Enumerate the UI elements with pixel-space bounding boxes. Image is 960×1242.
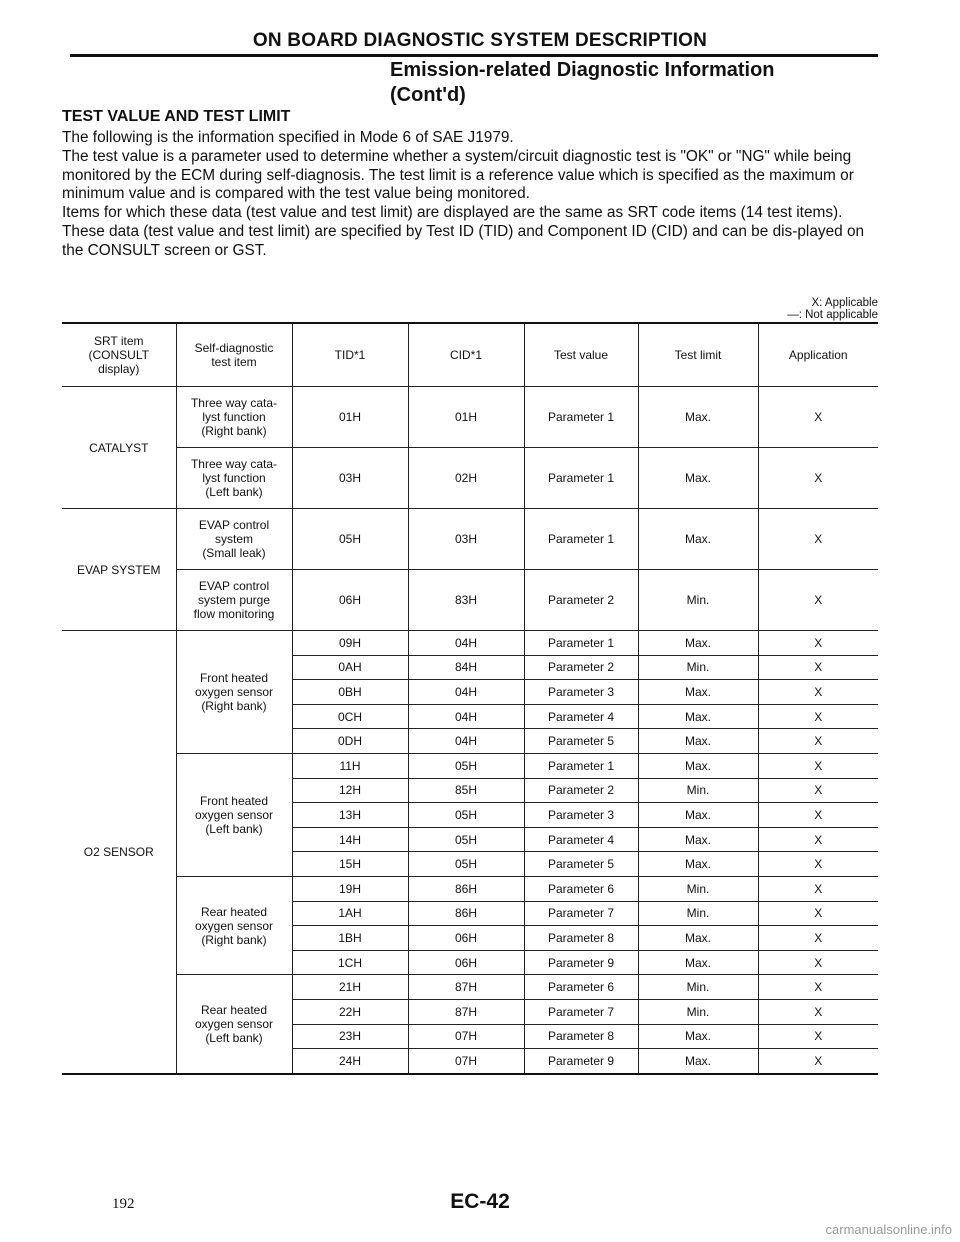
header-srt-item: SRT item (CONSULT display): [62, 323, 176, 387]
paragraph: Items for which these data (test value and test limit) are displayed are the same as SRT code items (14 test items).: [62, 204, 843, 222]
subtitle-line-2: (Cont'd): [390, 84, 466, 106]
test-limit-cell: Min.: [638, 655, 758, 680]
application-cell: X: [758, 803, 878, 828]
test-limit-cell: Max.: [638, 852, 758, 877]
application-cell: X: [758, 999, 878, 1024]
test-value-cell: Parameter 4: [524, 704, 638, 729]
test-item-cell: EVAP control system (Small leak): [176, 509, 292, 570]
tid-cell: 03H: [292, 448, 408, 509]
test-value-cell: Parameter 3: [524, 803, 638, 828]
header-test-value: Test value: [524, 323, 638, 387]
tid-cell: 0CH: [292, 704, 408, 729]
legend-not-applicable: —: Not applicable: [787, 309, 878, 321]
test-value-cell: Parameter 6: [524, 975, 638, 1000]
paragraph: These data (test value and test limit) are specified by Test ID (TID) and Component ID (CID) and can be dis-played on the CONSULT screen or GST.: [62, 222, 865, 259]
tid-cell: 19H: [292, 876, 408, 901]
cid-cell: 86H: [408, 901, 524, 926]
tid-cell: 22H: [292, 999, 408, 1024]
cid-cell: 06H: [408, 950, 524, 975]
table-header-row: [62, 323, 878, 387]
cid-cell: 05H: [408, 803, 524, 828]
test-value-cell: Parameter 1: [524, 631, 638, 656]
application-cell: X: [758, 1024, 878, 1049]
test-item-cell: Three way cata- lyst function (Right bank): [176, 387, 292, 448]
tid-cell: 24H: [292, 1049, 408, 1074]
watermark: carmanualsonline.info: [825, 1222, 952, 1237]
test-value-cell: Parameter 8: [524, 926, 638, 951]
test-item-cell: Front heated oxygen sensor (Left bank): [176, 753, 292, 876]
test-limit-cell: Max.: [638, 803, 758, 828]
test-value-cell: Parameter 1: [524, 387, 638, 448]
tid-cell: 1CH: [292, 950, 408, 975]
application-cell: X: [758, 655, 878, 680]
paragraph: The following is the information specified in Mode 6 of SAE J1979.: [62, 129, 514, 146]
tid-cell: 0BH: [292, 680, 408, 705]
test-limit-cell: Max.: [638, 1049, 758, 1074]
application-cell: X: [758, 631, 878, 656]
application-cell: X: [758, 827, 878, 852]
test-item-cell: Rear heated oxygen sensor (Right bank): [176, 876, 292, 974]
test-limit-cell: Max.: [638, 729, 758, 754]
page-code: EC-42: [450, 1190, 510, 1213]
application-cell: X: [758, 448, 878, 509]
cid-cell: 06H: [408, 926, 524, 951]
tid-cell: 1AH: [292, 901, 408, 926]
tid-cell: 09H: [292, 631, 408, 656]
table-row: [62, 387, 878, 448]
tid-cell: 05H: [292, 509, 408, 570]
tid-cell: 0AH: [292, 655, 408, 680]
header-self-diagnostic: Self-diagnostic test item: [176, 323, 292, 387]
cid-cell: 87H: [408, 975, 524, 1000]
test-value-cell: Parameter 6: [524, 876, 638, 901]
cid-cell: 01H: [408, 387, 524, 448]
test-value-cell: Parameter 1: [524, 448, 638, 509]
application-cell: X: [758, 753, 878, 778]
cid-cell: 04H: [408, 680, 524, 705]
page-header-title: ON BOARD DIAGNOSTIC SYSTEM DESCRIPTION: [252, 30, 708, 51]
test-value-cell: Parameter 3: [524, 680, 638, 705]
application-cell: X: [758, 901, 878, 926]
test-value-cell: Parameter 5: [524, 852, 638, 877]
application-cell: X: [758, 680, 878, 705]
tid-cell: 14H: [292, 827, 408, 852]
test-limit-cell: Max.: [638, 1024, 758, 1049]
application-cell: X: [758, 387, 878, 448]
cid-cell: 87H: [408, 999, 524, 1024]
test-limit-cell: Max.: [638, 509, 758, 570]
test-limit-cell: Min.: [638, 975, 758, 1000]
header-test-limit: Test limit: [638, 323, 758, 387]
test-item-cell: Three way cata- lyst function (Left bank): [176, 448, 292, 509]
test-limit-cell: Min.: [638, 778, 758, 803]
test-value-cell: Parameter 2: [524, 778, 638, 803]
test-value-cell: Parameter 4: [524, 827, 638, 852]
cid-cell: 07H: [408, 1049, 524, 1074]
header-tid: TID*1: [292, 323, 408, 387]
application-cell: X: [758, 729, 878, 754]
test-value-cell: Parameter 2: [524, 655, 638, 680]
tid-cell: 21H: [292, 975, 408, 1000]
cid-cell: 86H: [408, 876, 524, 901]
test-value-cell: Parameter 7: [524, 999, 638, 1024]
tid-cell: 15H: [292, 852, 408, 877]
test-value-cell: Parameter 9: [524, 1049, 638, 1074]
application-cell: X: [758, 975, 878, 1000]
cid-cell: 05H: [408, 753, 524, 778]
cid-cell: 84H: [408, 655, 524, 680]
test-limit-cell: Max.: [638, 827, 758, 852]
tid-cell: 0DH: [292, 729, 408, 754]
srt-item-cell: O2 SENSOR: [62, 631, 176, 1074]
table-row: [62, 975, 878, 1000]
subtitle-line-1: Emission-related Diagnostic Information: [390, 59, 775, 81]
test-item-cell: EVAP control system purge flow monitoring: [176, 570, 292, 631]
application-cell: X: [758, 1049, 878, 1074]
cid-cell: 04H: [408, 729, 524, 754]
cid-cell: 05H: [408, 827, 524, 852]
test-limit-cell: Min.: [638, 999, 758, 1024]
application-cell: X: [758, 950, 878, 975]
test-limit-cell: Max.: [638, 926, 758, 951]
test-item-cell: Front heated oxygen sensor (Right bank): [176, 631, 292, 754]
test-limit-cell: Min.: [638, 570, 758, 631]
test-value-table: [62, 322, 878, 1075]
header-rule: [70, 54, 878, 57]
test-limit-cell: Max.: [638, 680, 758, 705]
application-cell: X: [758, 509, 878, 570]
application-cell: X: [758, 704, 878, 729]
body-text: [62, 129, 880, 261]
tid-cell: 01H: [292, 387, 408, 448]
tid-cell: 06H: [292, 570, 408, 631]
test-limit-cell: Max.: [638, 950, 758, 975]
cid-cell: 07H: [408, 1024, 524, 1049]
cid-cell: 04H: [408, 704, 524, 729]
test-limit-cell: Max.: [638, 631, 758, 656]
table-row: [62, 753, 878, 778]
tid-cell: 23H: [292, 1024, 408, 1049]
table-row: [62, 509, 878, 570]
test-limit-cell: Max.: [638, 753, 758, 778]
test-value-cell: Parameter 8: [524, 1024, 638, 1049]
legend: [787, 297, 878, 321]
test-item-cell: Rear heated oxygen sensor (Left bank): [176, 975, 292, 1074]
cid-cell: 05H: [408, 852, 524, 877]
cid-cell: 02H: [408, 448, 524, 509]
test-limit-cell: Min.: [638, 876, 758, 901]
tid-cell: 1BH: [292, 926, 408, 951]
tid-cell: 13H: [292, 803, 408, 828]
table-row: [62, 448, 878, 509]
test-limit-cell: Min.: [638, 901, 758, 926]
table-row: [62, 876, 878, 901]
test-value-cell: Parameter 9: [524, 950, 638, 975]
header-application: Application: [758, 323, 878, 387]
application-cell: X: [758, 570, 878, 631]
table-row: [62, 631, 878, 656]
test-limit-cell: Max.: [638, 704, 758, 729]
application-cell: X: [758, 926, 878, 951]
section-heading: TEST VALUE AND TEST LIMIT: [62, 108, 291, 125]
application-cell: X: [758, 876, 878, 901]
test-value-cell: Parameter 7: [524, 901, 638, 926]
header-cid: CID*1: [408, 323, 524, 387]
application-cell: X: [758, 852, 878, 877]
table-row: [62, 570, 878, 631]
test-limit-cell: Max.: [638, 448, 758, 509]
cid-cell: 85H: [408, 778, 524, 803]
section-subtitle: [390, 58, 775, 108]
application-cell: X: [758, 778, 878, 803]
tid-cell: 11H: [292, 753, 408, 778]
tid-cell: 12H: [292, 778, 408, 803]
cid-cell: 83H: [408, 570, 524, 631]
test-value-cell: Parameter 2: [524, 570, 638, 631]
test-value-cell: Parameter 5: [524, 729, 638, 754]
paragraph: The test value is a parameter used to determine whether a system/circuit diagnostic test is "OK" or "NG" while being monitored by the ECM during self-diagnosis. The test limit is a reference value which is specified as the maximum or minimum value and is compared with the test value being monitored.: [62, 147, 854, 203]
cid-cell: 03H: [408, 509, 524, 570]
test-value-cell: Parameter 1: [524, 753, 638, 778]
srt-item-cell: EVAP SYSTEM: [62, 509, 176, 631]
cid-cell: 04H: [408, 631, 524, 656]
page-number: 192: [112, 1196, 135, 1212]
srt-item-cell: CATALYST: [62, 387, 176, 509]
legend-applicable: X: Applicable: [811, 297, 878, 309]
test-limit-cell: Max.: [638, 387, 758, 448]
test-value-cell: Parameter 1: [524, 509, 638, 570]
